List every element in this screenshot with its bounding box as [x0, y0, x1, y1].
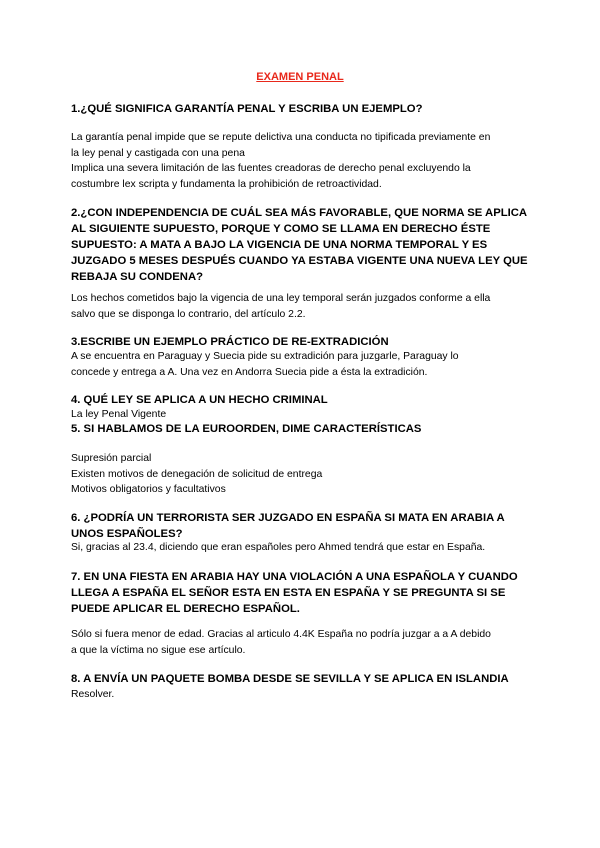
answer-2-line: salvo que se disponga lo contrario, del artículo 2.2.	[71, 308, 306, 320]
answer-1-line: la ley penal y castigada con una pena	[71, 147, 245, 159]
answer-4-text: La ley Penal Vigente	[71, 409, 167, 420]
question-6-line: UNOS ESPAÑOLES?	[71, 528, 183, 540]
question-2	[71, 205, 533, 285]
question-4	[71, 392, 533, 408]
question-8-text: 8. A ENVÍA UN PAQUETE BOMBA DESDE SE SEVILLA Y SE APLICA EN ISLANDIA	[71, 673, 509, 685]
answer-6	[71, 540, 533, 556]
question-7-line: LLEGA A ESPAÑA EL SEÑOR ESTA EN ESTA EN ESPAÑA Y SE PREGUNTA SI SE	[71, 587, 506, 599]
question-2-line: 2.¿CON INDEPENDENCIA DE CUÁL SEA MÁS FAVORABLE, QUE NORMA SE APLICA	[71, 207, 528, 219]
answer-5-line: Motivos obligatorios y facultativos	[71, 484, 226, 495]
question-5	[71, 421, 533, 437]
question-1-text: 1.¿QUÉ SIGNIFICA GARANTÍA PENAL Y ESCRIBA UN EJEMPLO?	[71, 103, 423, 115]
answer-1-line: costumbre lex scripta y fundamenta la prohibición de retroactividad.	[71, 178, 382, 190]
answer-3-line: A se encuentra en Paraguay y Suecia pide su extradición para juzgarle, Paraguay lo	[71, 351, 459, 362]
question-4-text: 4. QUÉ LEY SE APLICA A UN HECHO CRIMINAL	[71, 394, 328, 406]
answer-5	[71, 451, 533, 498]
answer-7	[71, 627, 533, 658]
question-7-line: 7. EN UNA FIESTA EN ARABIA HAY UNA VIOLACIÓN A UNA ESPAÑOLA Y CUANDO	[71, 571, 518, 583]
answer-1-line: La garantía penal impide que se repute delictiva una conducta no tipificada previamente en	[71, 132, 491, 143]
question-7	[71, 569, 533, 617]
answer-7-line: Sólo si fuera menor de edad. Gracias al articulo 4.4K España no podría juzgar a a A debido	[71, 629, 491, 640]
question-8	[71, 671, 533, 687]
answer-5-line: Existen motivos de denegación de solicitud de entrega	[71, 468, 323, 480]
answer-7-line: a que la víctima no sigue ese artículo.	[71, 644, 246, 656]
document-title: EXAMEN PENAL	[256, 71, 344, 83]
answer-1-line: Implica una severa limitación de las fuentes creadoras de derecho penal excluyendo la	[71, 163, 471, 174]
answer-5-line: Supresión parcial	[71, 453, 152, 464]
question-3	[71, 334, 533, 350]
answer-3	[71, 349, 533, 380]
answer-8	[71, 687, 533, 703]
answer-3-line: concede y entrega a A. Una vez en Andorra Suecia pide a ésta la extradición.	[71, 366, 428, 378]
question-6	[71, 510, 533, 542]
question-1	[71, 101, 533, 117]
answer-2	[71, 291, 533, 322]
question-6-line: 6. ¿PODRÍA UN TERRORISTA SER JUZGADO EN ESPAÑA SI MATA EN ARABIA A	[71, 512, 505, 524]
answer-8-text: Resolver.	[71, 689, 115, 700]
question-5-text: 5. SI HABLAMOS DE LA EUROORDEN, DIME CARACTERÍSTICAS	[71, 423, 422, 435]
question-2-line: REBAJA SU CONDENA?	[71, 271, 204, 283]
question-2-line: AL SIGUIENTE SUPUESTO, PORQUE Y COMO SE LLAMA EN DERECHO ÉSTE	[71, 223, 491, 235]
question-2-line: JUZGADO 5 MESES DESPUÉS CUANDO YA ESTABA VIGENTE UNA NUEVA LEY QUE	[71, 255, 528, 267]
question-2-line: SUPUESTO: A MATA A BAJO LA VIGENCIA DE UNA NORMA TEMPORAL Y ES	[71, 239, 488, 251]
question-3-text: 3.ESCRIBE UN EJEMPLO PRÁCTICO DE RE-EXTRADICIÓN	[71, 336, 389, 348]
answer-2-line: Los hechos cometidos bajo la vigencia de una ley temporal serán juzgados conforme a ella	[71, 293, 491, 304]
answer-1	[71, 130, 533, 192]
question-7-line: PUEDE APLICAR EL DERECHO ESPAÑOL.	[71, 603, 300, 615]
answer-6-text: Si, gracias al 23.4, diciendo que eran españoles pero Ahmed tendrá que estar en España.	[71, 542, 486, 553]
